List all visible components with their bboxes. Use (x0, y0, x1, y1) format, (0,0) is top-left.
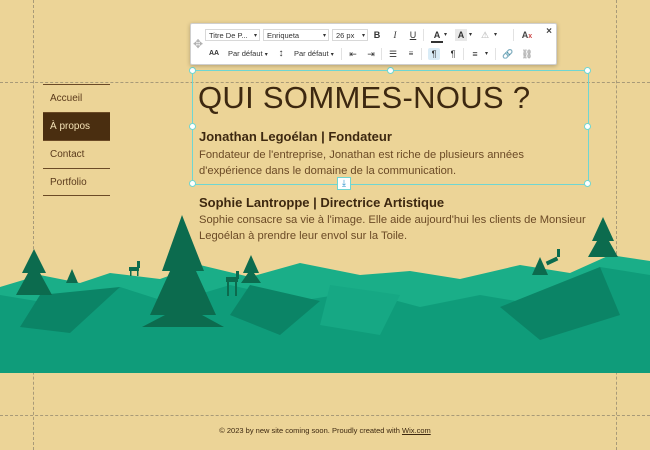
font-select-value: Enriqueta (267, 31, 300, 40)
page-title[interactable]: QUI SOMMES-NOUS ? (198, 80, 531, 115)
font-size-value: 26 px (336, 31, 355, 40)
numbered-list-icon[interactable]: ≡ (408, 49, 414, 58)
link-icon[interactable]: 🔗 (502, 49, 514, 59)
style-select[interactable] (205, 29, 260, 41)
x-icon: x (528, 33, 533, 40)
text-selection-box[interactable] (192, 70, 589, 185)
toolbar-divider (421, 48, 422, 60)
toolbar-divider (495, 48, 496, 60)
footer-link[interactable]: Wix.com (401, 426, 431, 435)
text-color-button[interactable]: A (431, 29, 443, 43)
toolbar-divider (463, 48, 464, 60)
site-navigation (43, 84, 110, 196)
italic-button[interactable]: I (393, 30, 397, 40)
unlink-icon[interactable]: ⛓ (521, 49, 533, 59)
person-bio-art-director: Sophie consacre sa vie à l'image. Elle aide aujourd'hui les clients de Monsieur Legoélan à prendre leur envol sur la Toile. (199, 214, 586, 242)
resize-handle[interactable] (189, 180, 196, 187)
align-icon[interactable]: ≡ (472, 49, 478, 59)
character-spacing-value: Par défaut (228, 49, 263, 58)
person-bio-founder: Fondateur de l'entreprise, Jonathan est riche de plusieurs années d'expérience dans le domaine de la communication. (199, 149, 524, 177)
nav-item-accueil[interactable]: Accueil (43, 84, 110, 112)
style-select-value: Titre De P... (209, 31, 248, 40)
text-effects-icon[interactable]: ⚠ (480, 30, 490, 40)
close-icon[interactable]: × (546, 26, 552, 37)
indent-decrease-icon[interactable]: ⇤ (349, 49, 357, 59)
highlight-color-button[interactable]: A (455, 29, 467, 41)
line-height-icon[interactable]: ↕ (278, 48, 284, 59)
anchor-download-icon[interactable]: ⤓ (337, 177, 351, 190)
person-name-founder: Jonathan Legoélan | Fondateur (199, 129, 392, 144)
resize-handle[interactable] (189, 67, 196, 74)
chevron-down-icon: ▾ (253, 33, 257, 39)
text-format-toolbar (190, 23, 557, 65)
bold-button[interactable]: B (373, 30, 381, 40)
toolbar-divider (513, 29, 514, 41)
nav-item-a-propos[interactable]: À propos (43, 112, 110, 140)
chevron-down-icon: ▾ (361, 33, 365, 39)
toolbar-divider (341, 48, 342, 60)
nav-item-contact[interactable]: Contact (43, 140, 110, 168)
line-spacing-select[interactable] (294, 48, 334, 61)
indent-increase-icon[interactable]: ⇥ (367, 49, 375, 59)
character-spacing-icon[interactable]: AA (209, 50, 220, 57)
guide-line (0, 415, 650, 416)
footer (0, 426, 650, 435)
clear-format-label: A (521, 30, 529, 40)
font-select[interactable] (263, 29, 329, 41)
ltr-direction-icon[interactable]: ¶ (428, 48, 440, 60)
chevron-down-icon[interactable]: ▾ (494, 32, 498, 38)
line-spacing-value: Par défaut (294, 49, 329, 58)
chevron-down-icon: ▾ (330, 52, 334, 58)
resize-handle[interactable] (584, 180, 591, 187)
person-name-art-director: Sophie Lantroppe | Directrice Artistique (199, 195, 445, 210)
chevron-down-icon: ▾ (264, 52, 268, 58)
footer-text: © 2023 by new site coming soon. Proudly created with (219, 426, 402, 435)
resize-handle[interactable] (189, 123, 196, 130)
resize-handle[interactable] (584, 123, 591, 130)
chevron-down-icon: ▾ (322, 33, 326, 39)
toolbar-divider (423, 29, 424, 41)
resize-handle[interactable] (584, 67, 591, 74)
chevron-down-icon[interactable]: ▾ (444, 32, 448, 38)
drag-handle-icon[interactable]: ✥ (193, 37, 204, 51)
underline-button[interactable]: U (409, 30, 417, 40)
chevron-down-icon[interactable]: ▾ (485, 51, 489, 57)
nav-item-portfolio[interactable]: Portfolio (43, 168, 110, 196)
chevron-down-icon[interactable]: ▾ (469, 32, 473, 38)
resize-handle[interactable] (387, 67, 394, 74)
clear-format-button[interactable] (521, 29, 533, 41)
rtl-direction-icon[interactable]: ¶ (450, 49, 456, 59)
toolbar-divider (381, 48, 382, 60)
bullet-list-icon[interactable]: ☰ (388, 49, 398, 59)
character-spacing-select[interactable] (228, 48, 268, 61)
font-size-select[interactable] (332, 29, 368, 41)
